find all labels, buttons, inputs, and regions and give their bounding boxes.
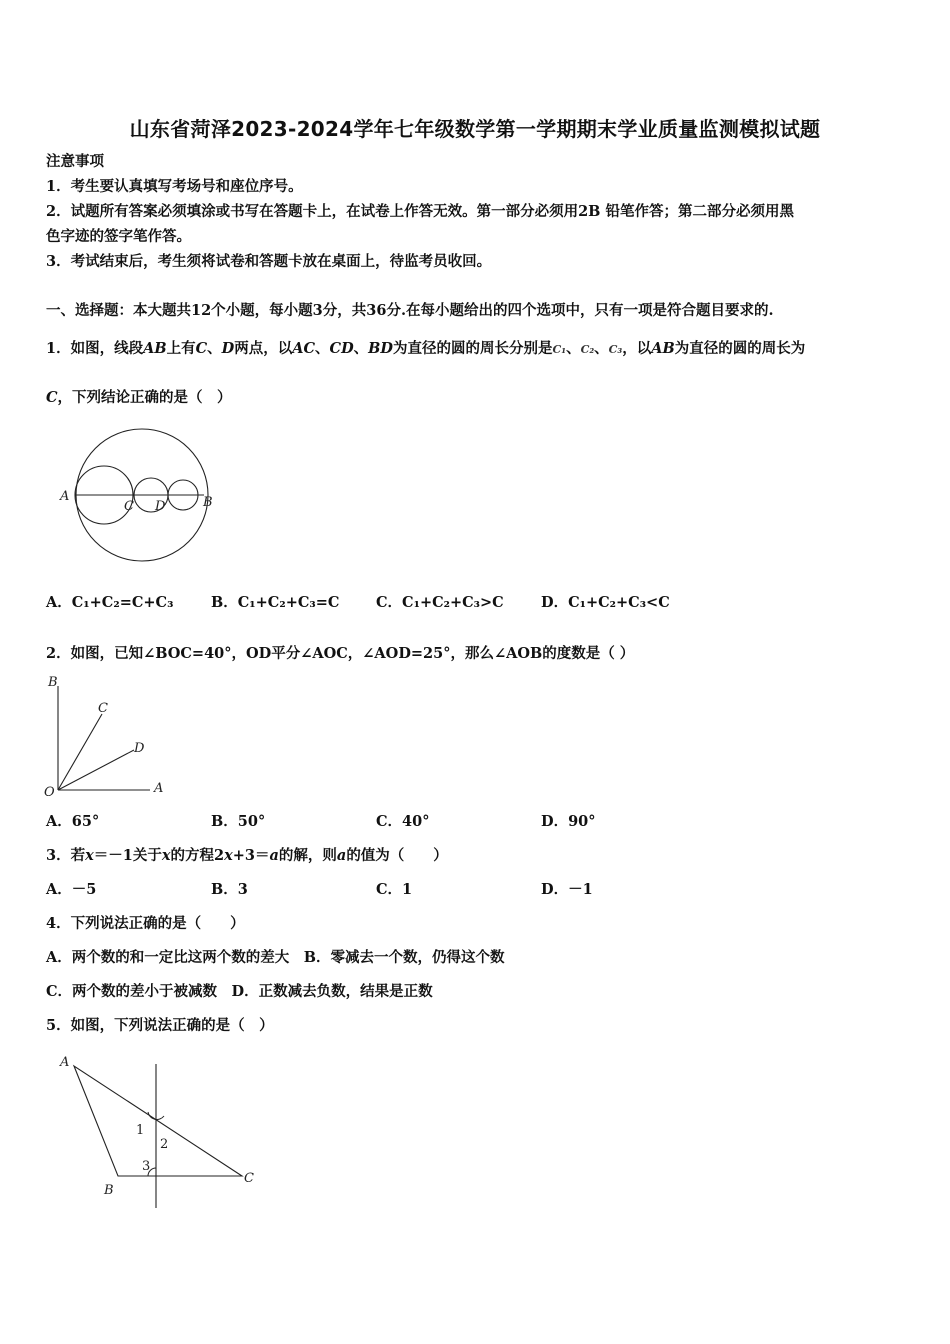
q1-var: AB [651,340,675,357]
q3-text: 的解，则 [278,847,337,864]
q5-stem: 5．如图，下列说法正确的是（ ） [46,1017,274,1034]
q2-option-a [46,812,99,832]
q1-var: D [221,340,235,357]
label-b: B [48,675,58,690]
option-value: －5 [71,881,97,898]
option-letter: A． [46,813,72,830]
q1-text: 、 [207,340,222,357]
q3-var: x [224,847,233,864]
q1-var: BD [368,340,393,357]
notice-item-2: 2．试题所有答案必须填涂或书写在答题卡上，在试卷上作答无效。第一部分必须用2B 铅笔作答；第二部分必须用黑 [46,203,794,220]
q1-var: AC [292,340,316,357]
option-letter: B． [211,813,238,830]
q1-option-d [541,593,670,613]
option-letter: D． [541,881,569,898]
notice-item-2-cont: 色字迹的签字笔作答。 [46,228,191,245]
option-letter: A． [46,594,72,611]
q3-text: +3＝ [232,847,270,864]
q1-stem-line1 [46,339,805,360]
label-c: C [244,1171,254,1186]
q1-sep: 、 [566,340,581,357]
q3-text: 的值为（ ） [346,847,448,864]
label-b: B [203,495,213,510]
option-value: 1 [402,881,413,898]
q1-text: 、 [315,340,330,357]
q5-figure [56,1050,266,1215]
q1-c2: C₂ [580,343,595,356]
option-expr: C₁+C₂+C₃>C [402,594,504,611]
option-value: 65° [71,813,100,830]
option-letter: B． [211,881,238,898]
option-letter: D． [541,813,569,830]
page-title: 山东省菏泽2023-2024学年七年级数学第一学期期末学业质量监测模拟试题 [129,117,821,141]
q3-option-c [376,880,412,900]
q2-figure [44,672,174,800]
q1-option-a [46,593,173,613]
q3-var: x [85,847,94,864]
option-value: －1 [568,881,593,898]
q3-var: a [269,847,279,864]
q2-option-d [541,812,596,832]
label-b: B [104,1183,114,1198]
q1-text: ，以 [622,340,652,357]
option-letter: C． [376,881,403,898]
q4-options-row1: A．两个数的和一定比这两个数的差大 B．零减去一个数，仍得这个数 [46,949,505,966]
q1-c1: C₁ [552,343,567,356]
label-a: A [60,489,70,504]
option-letter: B． [211,594,238,611]
q1-text: 、 [353,340,369,357]
q3-text: 3．若 [46,847,86,864]
notice-heading: 注意事项 [46,153,104,170]
q3-text: ＝－1关于 [93,847,162,864]
q3-var: x [161,847,171,864]
option-value: 40° [402,813,430,830]
q1-text: ，下列结论正确的是（ ） [57,389,232,406]
option-letter: A． [46,881,72,898]
option-expr: C₁+C₂+C₃<C [568,594,670,611]
option-letter: C． [376,594,403,611]
label-o: O [44,785,55,800]
option-value: 3 [237,881,248,898]
label-c: C [124,499,134,514]
q3-var: a [336,847,347,864]
triangle-abc [74,1066,242,1176]
q1-sep: 、 [594,340,609,357]
q1-text: 1．如图，线段 [46,340,144,357]
label-angle-1: 1 [136,1123,145,1138]
q2-option-c [376,812,429,832]
q2-stem: 2．如图，已知∠BOC=40°，OD平分∠AOC，∠AOD=25°，那么∠AOB的度数是（ ） [46,645,635,662]
option-value: 50° [237,813,266,830]
q1-var: C [46,389,58,406]
option-letter: D． [541,594,569,611]
q3-stem [46,846,448,866]
section-heading: 一、选择题：本大题共12个小题，每小题3分，共36分.在每小题给出的四个选项中，只有一项是符合题目要求的. [46,302,774,319]
q1-text: 两点，以 [234,340,293,357]
label-d: D [155,499,166,514]
q3-text: 的方程2 [170,847,225,864]
q1-stem-line2 [46,388,232,408]
option-value: 90° [568,813,596,830]
q1-text: 上有 [166,340,196,357]
q1-option-b [211,593,339,613]
label-d: D [134,741,145,756]
q4-stem: 4．下列说法正确的是（ ） [46,915,245,932]
label-a: A [154,781,164,796]
q1-text: 为直径的圆的周长为 [674,340,806,357]
label-a: A [60,1055,70,1070]
option-expr: C₁+C₂+C₃=C [237,594,340,611]
q3-option-b [211,880,248,900]
q3-option-d [541,880,593,900]
option-letter: C． [376,813,403,830]
q1-c3: C₃ [608,343,623,356]
q1-var: AB [143,340,167,357]
option-expr: C₁+C₂=C+C₃ [71,594,174,611]
q1-var: CD [329,340,354,357]
q1-option-c [376,593,504,613]
label-c: C [98,701,108,716]
q1-figure [55,428,225,568]
q4-options-row2: C．两个数的差小于被减数 D．正数减去负数，结果是正数 [46,983,433,1000]
notice-item-3: 3．考试结束后，考生须将试卷和答题卡放在桌面上，待监考员收回。 [46,253,492,270]
q1-var: C [195,340,208,357]
label-angle-3: 3 [142,1159,151,1174]
q3-option-a [46,880,96,900]
label-angle-2: 2 [160,1137,169,1152]
q2-option-b [211,812,265,832]
notice-item-1: 1．考生要认真填写考场号和座位序号。 [46,178,303,195]
q1-text: 为直径的圆的周长分别是 [393,340,553,357]
